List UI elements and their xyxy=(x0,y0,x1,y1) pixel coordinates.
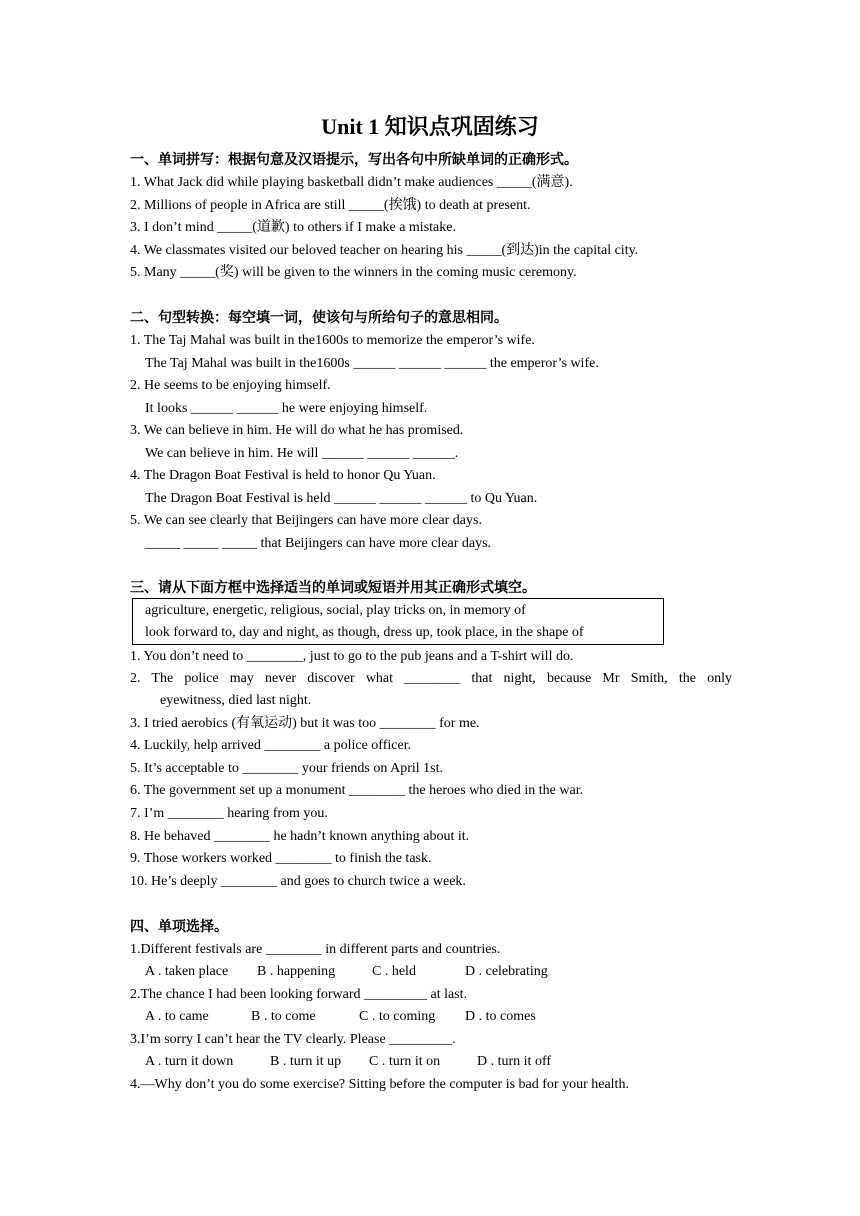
s2-item-5-answer: _____ _____ _____ that Beijingers can have more clear days. xyxy=(145,536,492,551)
section1-heading: 一、单词拼写：根据句意及汉语提示，写出各句中所缺单词的正确形式。 xyxy=(130,152,578,168)
s1-item-3: 3. I don’t mind _____(道歉) to others if I make a mistake. xyxy=(130,220,456,235)
s4-q2-option-a: A . to came xyxy=(145,1009,209,1024)
s2-item-4-answer: The Dragon Boat Festival is held ______ ______ ______ to Qu Yuan. xyxy=(145,491,538,506)
s3-item-3: 3. I tried aerobics (有氧运动) but it was too ________ for me. xyxy=(130,716,480,731)
s1-item-5: 5. Many _____(奖) will be given to the winners in the coming music ceremony. xyxy=(130,265,577,280)
s4-q1-option-a: A . taken place xyxy=(145,964,229,979)
s1-item-4: 4. We classmates visited our beloved teacher on hearing his _____(到达)in the capital city. xyxy=(130,243,639,258)
s4-q2-option-d: D . to comes xyxy=(465,1009,536,1024)
s4-q1-option-b: B . happening xyxy=(257,964,336,979)
s2-item-3: 3. We can believe in him. He will do what he has promised. xyxy=(130,423,464,438)
s2-item-1-answer: The Taj Mahal was built in the1600s ______ ______ ______ the emperor’s wife. xyxy=(145,356,599,371)
s2-item-3-answer: We can believe in him. He will ______ ______ ______. xyxy=(145,446,459,461)
s4-q3-option-b: B . turn it up xyxy=(270,1054,342,1069)
s4-question-1: 1.Different festivals are ________ in different parts and countries. xyxy=(130,942,501,957)
s4-q1-option-d: D . celebrating xyxy=(465,964,548,979)
s4-q2-option-c: C . to coming xyxy=(359,1009,436,1024)
s4-q3-option-c: C . turn it on xyxy=(369,1054,441,1069)
s3-item-6: 6. The government set up a monument ________ the heroes who died in the war. xyxy=(130,783,584,798)
s3-item-1: 1. You don’t need to ________, just to go to the pub jeans and a T-shirt will do. xyxy=(130,649,574,664)
s1-item-1: 1. What Jack did while playing basketball didn’t make audiences _____(满意). xyxy=(130,175,573,190)
page-title: Unit 1 知识点巩固练习 xyxy=(321,114,539,139)
s2-item-2: 2. He seems to be enjoying himself. xyxy=(130,378,331,393)
word-box-line-2: look forward to, day and night, as though, dress up, took place, in the shape of xyxy=(145,625,584,640)
s3-item-10: 10. He’s deeply ________ and goes to church twice a week. xyxy=(130,874,466,889)
section2-heading: 二、句型转换：每空填一词，使该句与所给句子的意思相同。 xyxy=(130,310,508,326)
s3-item-8: 8. He behaved ________ he hadn’t known anything about it. xyxy=(130,829,470,844)
section4-heading: 四、单项选择。 xyxy=(130,919,228,935)
s2-item-1: 1. The Taj Mahal was built in the1600s to memorize the emperor’s wife. xyxy=(130,333,535,348)
s4-q2-option-b: B . to come xyxy=(251,1009,316,1024)
word-box xyxy=(132,598,664,645)
section3-heading: 三、请从下面方框中选择适当的单词或短语并用其正确形式填空。 xyxy=(130,580,536,596)
s4-q3-option-a: A . turn it down xyxy=(145,1054,234,1069)
s3-item-2: 2. The police may never discover what ________ that night, because Mr Smith, the only xyxy=(130,671,732,686)
s3-item-5: 5. It’s acceptable to ________ your friends on April 1st. xyxy=(130,761,443,776)
s1-item-2: 2. Millions of people in Africa are still _____(挨饿) to death at present. xyxy=(130,198,531,213)
s4-question-4: 4.—Why don’t you do some exercise? Sitting before the computer is bad for your health. xyxy=(130,1077,629,1092)
s2-item-5: 5. We can see clearly that Beijingers can have more clear days. xyxy=(130,513,482,528)
s3-item-7: 7. I’m ________ hearing from you. xyxy=(130,806,328,821)
s4-q3-option-d: D . turn it off xyxy=(477,1054,552,1069)
s4-question-3: 3.I’m sorry I can’t hear the TV clearly. Please _________. xyxy=(130,1032,456,1047)
s3-item-2-cont: eyewitness, died last night. xyxy=(160,693,312,708)
s3-item-4: 4. Luckily, help arrived ________ a police officer. xyxy=(130,738,412,753)
s4-question-2: 2.The chance I had been looking forward _________ at last. xyxy=(130,987,468,1002)
s2-item-4: 4. The Dragon Boat Festival is held to honor Qu Yuan. xyxy=(130,468,436,483)
s4-q1-option-c: C . held xyxy=(372,964,416,979)
s2-item-2-answer: It looks ______ ______ he were enjoying himself. xyxy=(145,401,428,416)
word-box-line-1: agriculture, energetic, religious, social, play tricks on, in memory of xyxy=(145,603,526,618)
s3-item-9: 9. Those workers worked ________ to finish the task. xyxy=(130,851,432,866)
